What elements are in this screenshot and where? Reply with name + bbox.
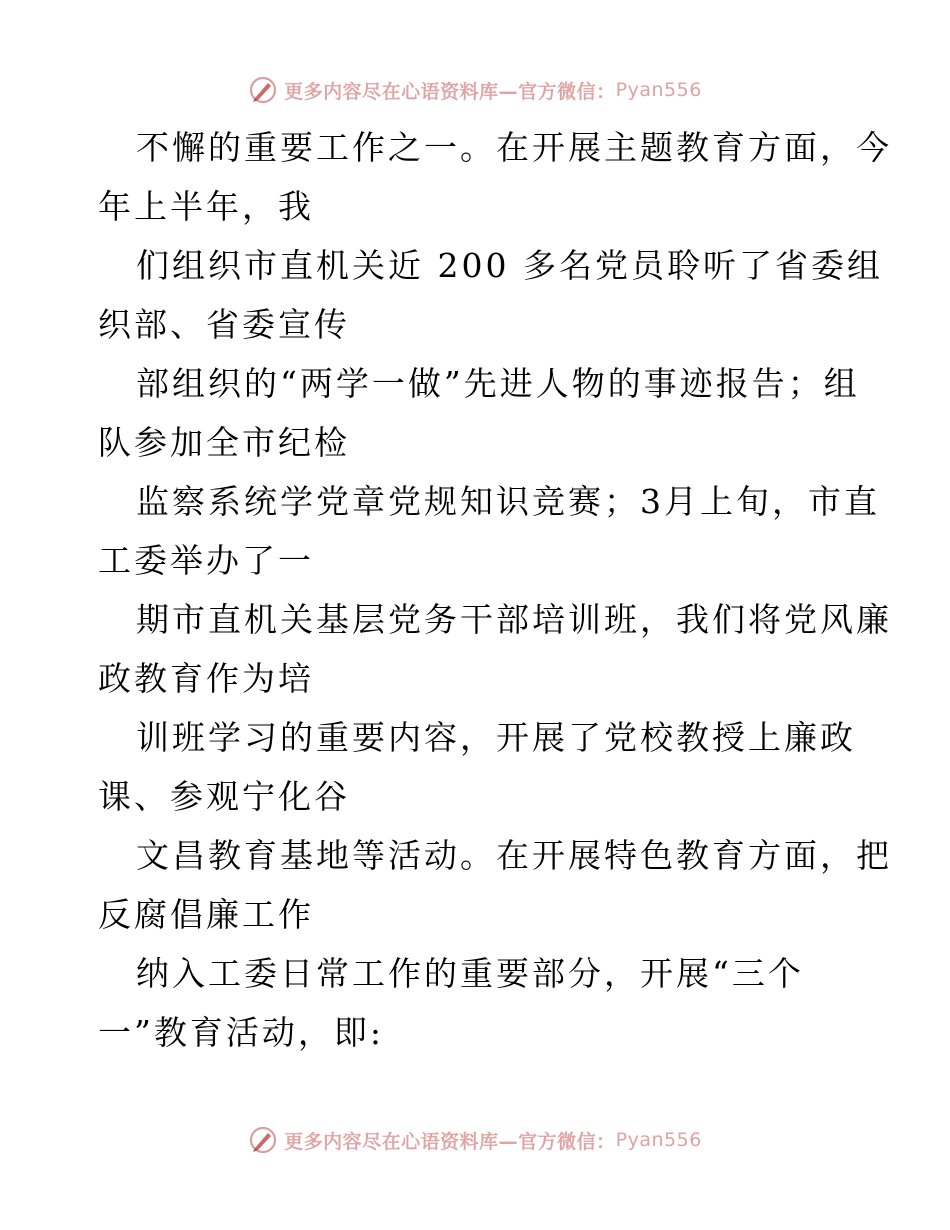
body-line: 年上半年，我 — [98, 187, 314, 226]
footer-banner-text: 更多内容尽在心语资料库—官方微信： — [284, 1130, 616, 1153]
body-line: 一”教育活动，即: — [98, 1013, 384, 1052]
header-banner — [0, 70, 950, 110]
body-line: 反腐倡廉工作 — [98, 895, 314, 934]
pen-logo-icon — [248, 1125, 278, 1155]
body-line: 政教育作为培 — [98, 659, 314, 698]
body-line: 不懈的重要工作之一。在开展主题教育方面，今 — [136, 128, 892, 167]
body-line: 监察系统学党章党规知识竞赛；3月上旬，市直 — [136, 482, 880, 521]
footer-wechat-id: Pyan556 — [615, 1129, 702, 1151]
body-line: 们组织市直机关近 200 多名党员聆听了省委组 — [136, 246, 883, 285]
header-banner-text: 更多内容尽在心语资料库—官方微信： — [284, 80, 616, 103]
body-line: 文昌教育基地等活动。在开展特色教育方面，把 — [136, 836, 892, 875]
body-line: 工委举办了一 — [98, 541, 314, 580]
body-line: 期市直机关基层党务干部培训班，我们将党风廉 — [136, 600, 892, 639]
body-line: 队参加全市纪检 — [98, 423, 350, 462]
body-line: 训班学习的重要内容，开展了党校教授上廉政 — [136, 718, 856, 757]
header-wechat-id: Pyan556 — [615, 79, 702, 101]
document-body — [98, 118, 892, 1062]
footer-banner — [0, 1120, 950, 1160]
body-line: 纳入工委日常工作的重要部分，开展“三个 — [136, 954, 804, 993]
body-line: 织部、省委宣传 — [98, 305, 350, 344]
body-line: 课、参观宁化谷 — [98, 777, 350, 816]
pen-logo-icon — [248, 75, 278, 105]
body-line: 部组织的“两学一做”先进人物的事迹报告；组 — [136, 364, 860, 403]
